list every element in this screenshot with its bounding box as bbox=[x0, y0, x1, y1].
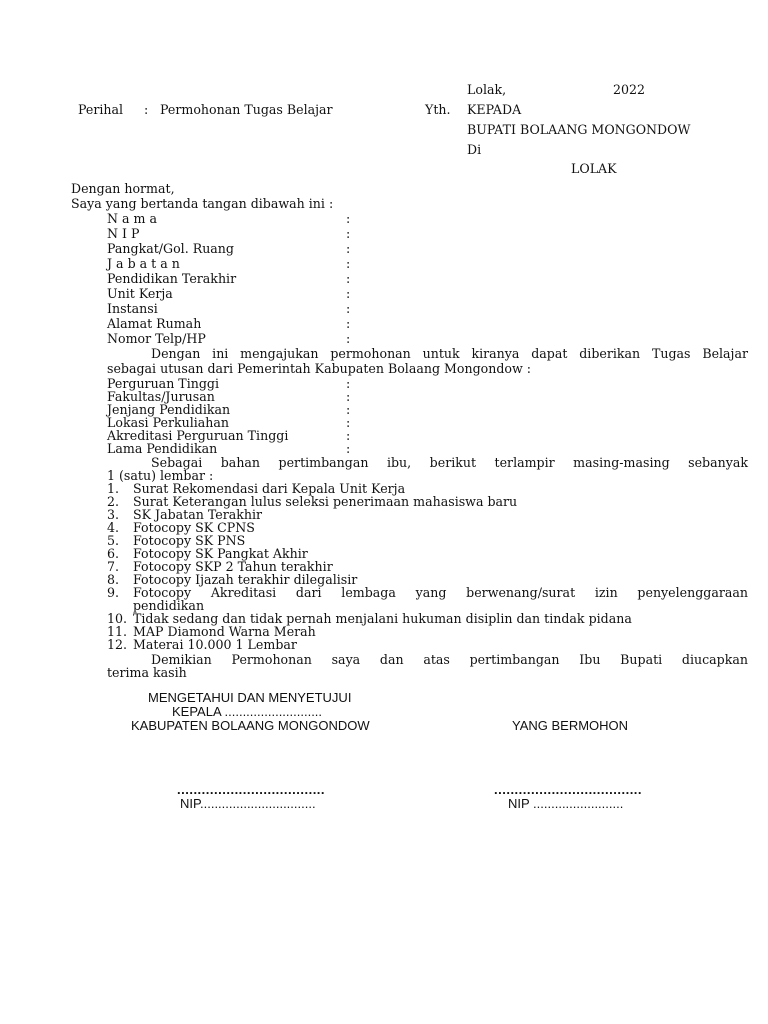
field-label: Jenjang Pendidikan bbox=[107, 402, 231, 417]
list-number: 4. bbox=[107, 520, 120, 535]
list-text: Fotocopy SK Pangkat Akhir bbox=[133, 546, 308, 561]
para2-line1: Sebagai bahan pertimbangan ibu, berikut terlampir masing-masing sebanyak bbox=[151, 455, 748, 470]
perihal-value: Permohonan Tugas Belajar bbox=[160, 102, 333, 117]
field-colon: : bbox=[346, 331, 351, 346]
perihal-label: Perihal bbox=[78, 102, 124, 117]
list-text: Fotocopy SK CPNS bbox=[133, 520, 255, 535]
field-label: Lokasi Perkuliahan bbox=[107, 415, 229, 430]
applicant-nip: NIP ......................... bbox=[508, 796, 624, 811]
list-number: 9. bbox=[107, 585, 120, 600]
yth-label: Yth. bbox=[425, 102, 451, 117]
field-colon: : bbox=[346, 286, 351, 301]
list-text: Fotocopy SK PNS bbox=[133, 533, 246, 548]
list-number: 10. bbox=[107, 611, 128, 626]
list-number: 2. bbox=[107, 494, 120, 509]
para1-line1: Dengan ini mengajukan permohonan untuk kiranya dapat diberikan Tugas Belajar bbox=[151, 346, 748, 361]
list-number: 7. bbox=[107, 559, 120, 574]
field-colon: : bbox=[346, 376, 351, 391]
field-label: J a b a t a n bbox=[107, 256, 180, 271]
field-label: Nomor Telp/HP bbox=[107, 331, 206, 346]
para2-line2: 1 (satu) lembar : bbox=[107, 468, 214, 483]
field-label: Pangkat/Gol. Ruang bbox=[107, 241, 234, 256]
list-number: 6. bbox=[107, 546, 120, 561]
closing-line2: terima kasih bbox=[107, 665, 187, 680]
list-number: 11. bbox=[107, 624, 128, 639]
field-label: Lama Pendidikan bbox=[107, 441, 218, 456]
field-label: Akreditasi Perguruan Tinggi bbox=[107, 428, 289, 443]
approval-region: KABUPATEN BOLAANG MONGONDOW bbox=[131, 718, 370, 733]
list-number: 3. bbox=[107, 507, 120, 522]
field-label: Perguruan Tinggi bbox=[107, 376, 219, 391]
list-text: Fotocopy SKP 2 Tahun terakhir bbox=[133, 559, 333, 574]
field-colon: : bbox=[346, 301, 351, 316]
applicant-name-line: .................................... bbox=[494, 782, 643, 797]
field-colon: : bbox=[346, 211, 351, 226]
list-text: SK Jabatan Terakhir bbox=[133, 507, 263, 522]
field-colon: : bbox=[346, 256, 351, 271]
field-colon: : bbox=[346, 241, 351, 256]
perihal-colon: : bbox=[144, 102, 149, 117]
recipient-line: KEPADA bbox=[467, 102, 522, 117]
field-colon: : bbox=[346, 389, 351, 404]
field-colon: : bbox=[346, 441, 351, 456]
para1-line2: sebagai utusan dari Pemerintah Kabupaten Bolaang Mongondow : bbox=[107, 361, 532, 376]
approval-heading: MENGETAHUI DAN MENYETUJUI bbox=[148, 690, 352, 705]
list-text: MAP Diamond Warna Merah bbox=[133, 624, 316, 639]
field-label: N I P bbox=[107, 226, 140, 241]
field-colon: : bbox=[346, 271, 351, 286]
list-text: Fotocopy Akreditasi dari lembaga yang berwenang/surat izin penyelenggaraan bbox=[133, 585, 748, 600]
recipient-line: BUPATI BOLAANG MONGONDOW bbox=[467, 122, 691, 137]
list-text-continued: pendidikan bbox=[133, 598, 205, 613]
field-label: Fakultas/Jurusan bbox=[107, 389, 215, 404]
field-label: N a m a bbox=[107, 211, 157, 226]
field-label: Unit Kerja bbox=[107, 286, 173, 301]
list-text: Surat Keterangan lulus seleksi penerimaan mahasiswa baru bbox=[133, 494, 518, 509]
recipient-line: LOLAK bbox=[571, 161, 617, 176]
list-text: Materai 10.000 1 Lembar bbox=[133, 637, 297, 652]
list-text: Tidak sedang dan tidak pernah menjalani hukuman disiplin dan tindak pidana bbox=[133, 611, 632, 626]
field-label: Alamat Rumah bbox=[107, 316, 202, 331]
approver-name-line: .................................... bbox=[177, 782, 326, 797]
list-number: 1. bbox=[107, 481, 120, 496]
list-number: 5. bbox=[107, 533, 120, 548]
applicant-label: YANG BERMOHON bbox=[512, 718, 629, 733]
approver-nip: NIP................................ bbox=[180, 796, 316, 811]
field-label: Instansi bbox=[107, 301, 158, 316]
list-text: Surat Rekomendasi dari Kepala Unit Kerja bbox=[133, 481, 406, 496]
field-colon: : bbox=[346, 415, 351, 430]
intro-text: Saya yang bertanda tangan dibawah ini : bbox=[71, 196, 334, 211]
closing-line1: Demikian Permohonan saya dan atas pertimbangan Ibu Bupati diucapkan bbox=[151, 652, 748, 667]
approval-kepala: KEPALA ........................... bbox=[172, 704, 323, 719]
field-colon: : bbox=[346, 226, 351, 241]
field-colon: : bbox=[346, 428, 351, 443]
field-label: Pendidikan Terakhir bbox=[107, 271, 237, 286]
place-label: Lolak, bbox=[467, 82, 507, 97]
recipient-line: Di bbox=[467, 142, 482, 157]
list-number: 8. bbox=[107, 572, 120, 587]
letter-year: 2022 bbox=[613, 82, 646, 97]
field-colon: : bbox=[346, 316, 351, 331]
list-number: 12. bbox=[107, 637, 128, 652]
list-text: Fotocopy Ijazah terakhir dilegalisir bbox=[133, 572, 358, 587]
field-colon: : bbox=[346, 402, 351, 417]
greeting: Dengan hormat, bbox=[71, 181, 175, 196]
